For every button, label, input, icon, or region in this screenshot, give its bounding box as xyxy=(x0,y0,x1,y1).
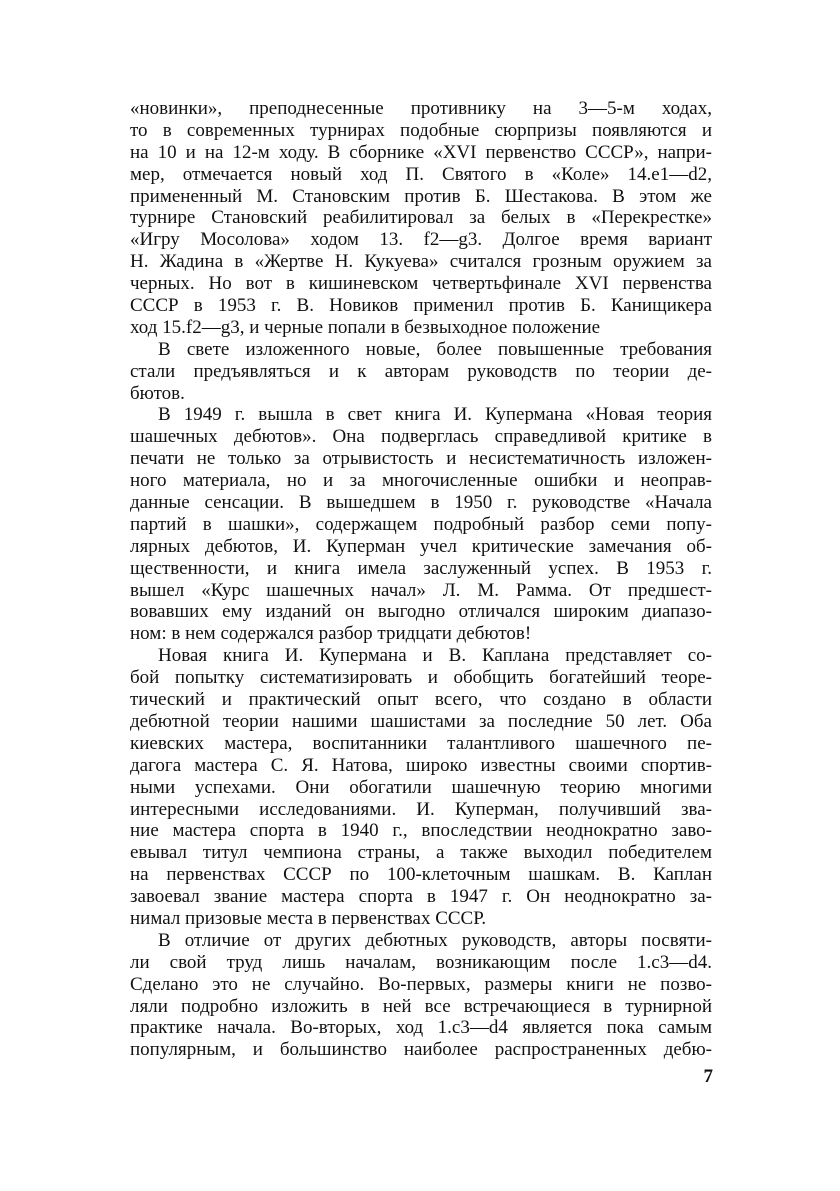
text-line: партий в шашки», содержащем подробный разбор семи попу- xyxy=(130,513,712,535)
text-line: В 1949 г. вышла в свет книга И. Купермана «Новая теория xyxy=(158,404,712,426)
text-line: практике начала. Во-вторых, ход 1.c3—d4 является пока самым xyxy=(130,1017,712,1039)
text-line: то в современных турнирах подобные сюрпризы появляются и xyxy=(130,119,712,141)
text-line: дебютной теории нашими шашистами за последние 50 лет. Оба xyxy=(130,710,712,732)
text-line: В отличие от других дебютных руководств, авторы посвяти- xyxy=(158,929,712,951)
text-line: популярным, и большинство наиболее распространенных дебю- xyxy=(130,1039,712,1061)
text-line: на первенствах СССР по 100-клеточным шашкам. В. Каплан xyxy=(130,864,712,886)
text-line: данные сенсации. В вышедшем в 1950 г. руководстве «Начала xyxy=(130,492,712,514)
text-line: турнире Становский реабилитировал за белых в «Перекрестке» xyxy=(130,207,712,229)
text-line: СССР в 1953 г. В. Новиков применил против Б. Канищикера xyxy=(130,295,712,317)
text-line: щественности, и книга имела заслуженный успех. В 1953 г. xyxy=(130,557,712,579)
text-line: тический и практический опыт всего, что создано в области xyxy=(130,689,712,711)
text-line: ход 15.f2—g3, и черные попали в безвыходное положение xyxy=(130,316,601,338)
text-line: стали предъявляться и к авторам руководств по теории де- xyxy=(130,360,712,382)
text-line: вовавших ему изданий он выгодно отличался широким диапазо- xyxy=(130,601,712,623)
text-line: бой попытку систематизировать и обобщить богатейший теоре- xyxy=(130,667,712,689)
text-line: на 10 и на 12-м ходу. В сборнике «XVI первенство СССР», напри- xyxy=(130,141,712,163)
text-line: дагога мастера С. Я. Натова, широко известны своими спортив- xyxy=(130,754,712,776)
text-line: лярных дебютов, И. Куперман учел критические замечания об- xyxy=(130,535,712,557)
text-line: печати не только за отрывистость и несистематичность изложен- xyxy=(130,448,712,470)
text-line: «новинки», преподнесенные противнику на 3—5-м ходах, xyxy=(130,98,712,119)
text-line: черных. Но вот в кишиневском четвертьфинале XVI первенства xyxy=(130,273,712,295)
text-line: ние мастера спорта в 1940 г., впоследствии неоднократно заво- xyxy=(130,820,712,842)
text-line: завоевал звание мастера спорта в 1947 г. Он неоднократно за- xyxy=(130,886,712,908)
text-line: Н. Жадина в «Жертве Н. Кукуева» считался грозным оружием за xyxy=(130,251,712,273)
text-line: нимал призовые места в первенствах СССР. xyxy=(130,907,487,929)
text-line: ного материала, но и за многочисленные ошибки и неоправ- xyxy=(130,470,712,492)
text-line: киевских мастера, воспитанники талантливого шашечного пе- xyxy=(130,732,712,754)
text-line: В свете изложенного новые, более повышенные требования xyxy=(158,338,712,360)
text-line: примененный М. Становским против Б. Шестакова. В этом же xyxy=(130,185,712,207)
text-line: ном: в нем содержался разбор тридцати дебютов! xyxy=(130,623,532,645)
text-line: евывал титул чемпиона страны, а также выходил победителем xyxy=(130,842,712,864)
text-line: вышел «Курс шашечных начал» Л. М. Рамма. От предшест- xyxy=(130,579,712,601)
text-line: бютов. xyxy=(130,382,185,404)
text-line: ляли подробно изложить в ней все встречающиеся в турнирной xyxy=(130,995,712,1017)
body-text xyxy=(130,98,712,1061)
text-line: шашечных дебютов». Она подверглась справедливой критике в xyxy=(130,426,712,448)
text-line: интересными исследованиями. И. Куперман, получивший зва- xyxy=(130,798,712,820)
page-number: 7 xyxy=(703,1066,713,1087)
text-line: «Игру Мосолова» ходом 13. f2—g3. Долгое время вариант xyxy=(130,229,712,251)
text-line: Новая книга И. Купермана и В. Каплана представляет со- xyxy=(158,645,712,667)
text-line: мер, отмечается новый ход П. Святого в «Коле» 14.e1—d2, xyxy=(130,163,712,185)
text-line: ли свой труд лишь началам, возникающим после 1.c3—d4. xyxy=(130,951,712,973)
text-line: Сделано это не случайно. Во-первых, размеры книги не позво- xyxy=(130,973,712,995)
text-line: ными успехами. Они обогатили шашечную теорию многими xyxy=(130,776,712,798)
